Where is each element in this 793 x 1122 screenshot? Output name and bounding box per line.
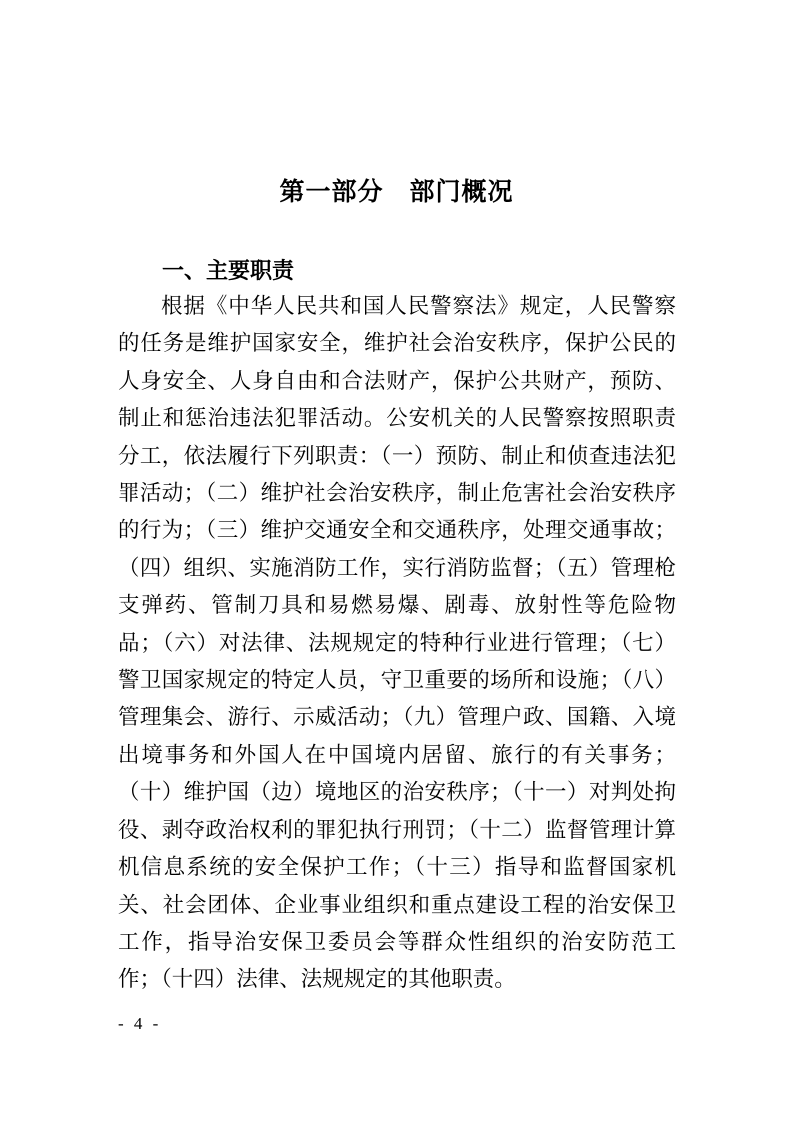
- body-paragraph: 根据《中华人民共和国人民警察法》规定，人民警察的任务是维护国家安全，维护社会治安秩序，保护公民的人身安全、人身自由和合法财产，保护公共财产，预防、制止和惩治违法犯罪活动。公安机关的人民警察按照职责分工，依法履行下列职责：（一）预防、制止和侦查违法犯罪活动；（二）维护社会治安秩序，制止危害社会治安秩序的行为；（三）维护交通安全和交通秩序，处理交通事故；（四）组织、实施消防工作，实行消防监督；（五）管理枪支弹药、管制刀具和易燃易爆、剧毒、放射性等危险物品；（六）对法律、法规规定的特种行业进行管理；（七）警卫国家规定的特定人员，守卫重要的场所和设施；（八）管理集会、游行、示威活动；（九）管理户政、国籍、入境出境事务和外国人在中国境内居留、旅行的有关事务；（十）维护国（边）境地区的治安秩序；（十一）对判处拘役、剥夺政治权利的罪犯执行刑罚；（十二）监督管理计算机信息系统的安全保护工作；（十三）指导和监督国家机关、社会团体、企业事业组织和重点建设工程的治安保卫工作，指导治安保卫委员会等群众性组织的治安防范工作；（十四）法律、法规规定的其他职责。: [118, 294, 676, 992]
- page-number: - 4 -: [118, 1014, 162, 1033]
- page-title: 第一部分 部门概况: [279, 178, 514, 206]
- section-heading: 一、主要职责: [162, 258, 295, 283]
